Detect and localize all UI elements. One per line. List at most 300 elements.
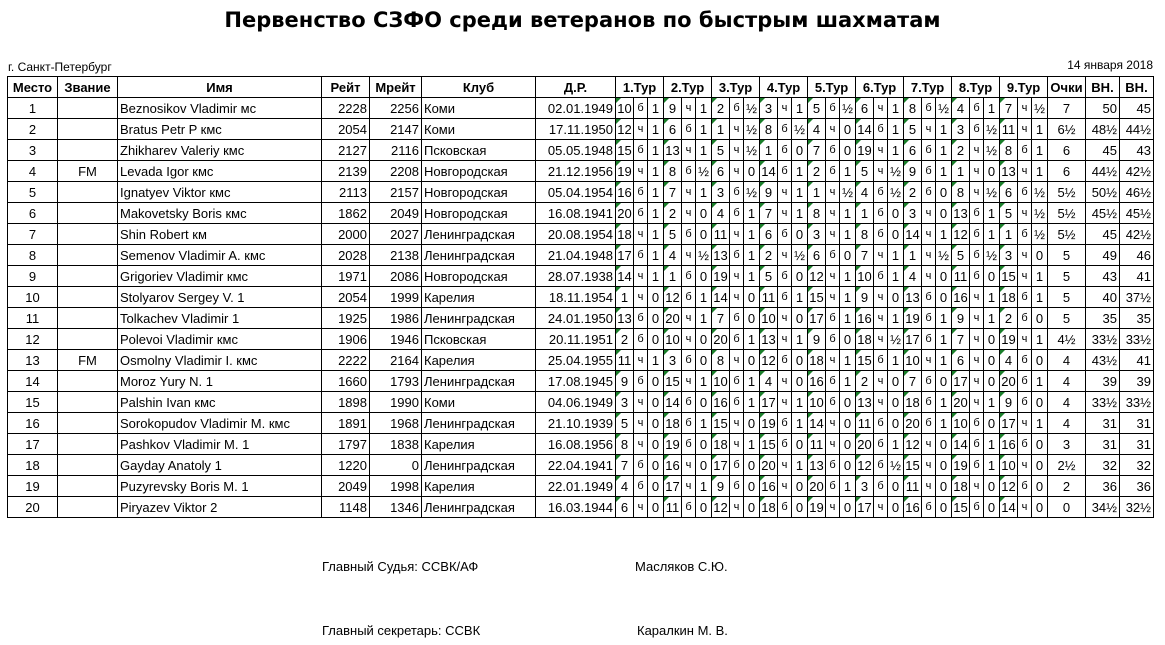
round-opponent: 9 bbox=[664, 98, 682, 119]
round-opponent: 3 bbox=[856, 476, 874, 497]
irating-cell: 1346 bbox=[370, 497, 422, 518]
dob-cell: 21.04.1948 bbox=[536, 245, 616, 266]
round-color: б bbox=[1018, 350, 1032, 371]
round-score: 1 bbox=[696, 413, 712, 434]
bh2-cell: 32 bbox=[1120, 455, 1154, 476]
bh2-cell: 45½ bbox=[1120, 203, 1154, 224]
rank-cell bbox=[58, 245, 118, 266]
round-color: б bbox=[634, 203, 648, 224]
col-name: Имя bbox=[118, 77, 322, 98]
round-score: 1 bbox=[792, 182, 808, 203]
round-color: ч bbox=[730, 287, 744, 308]
table-row bbox=[8, 266, 1154, 287]
round-score: ½ bbox=[1032, 98, 1048, 119]
rank-cell bbox=[58, 413, 118, 434]
player-name: Sorokopudov Vladimir M. кмс bbox=[118, 413, 322, 434]
round-color: б bbox=[682, 350, 696, 371]
round-opponent: 1 bbox=[616, 287, 634, 308]
round-score: 1 bbox=[840, 224, 856, 245]
points-cell: 5 bbox=[1048, 308, 1086, 329]
round-opponent: 18 bbox=[712, 434, 730, 455]
round-opponent: 11 bbox=[1000, 119, 1018, 140]
bh2-cell: 33½ bbox=[1120, 329, 1154, 350]
bh2-cell: 44½ bbox=[1120, 119, 1154, 140]
round-score: 0 bbox=[984, 350, 1000, 371]
judge-label: Главный Судья: ССВК/АФ bbox=[322, 559, 479, 574]
round-color: б bbox=[634, 329, 648, 350]
round-score: 1 bbox=[888, 98, 904, 119]
round-score: 1 bbox=[888, 119, 904, 140]
club-cell: Карелия bbox=[422, 476, 536, 497]
round-score: 1 bbox=[648, 140, 664, 161]
rating-cell: 2054 bbox=[322, 287, 370, 308]
round-score: 1 bbox=[696, 98, 712, 119]
club-cell: Ленинградская bbox=[422, 245, 536, 266]
round-opponent: 1 bbox=[856, 203, 874, 224]
round-score: 0 bbox=[792, 308, 808, 329]
round-score: 1 bbox=[792, 392, 808, 413]
club-cell: Коми bbox=[422, 119, 536, 140]
round-color: б bbox=[826, 98, 840, 119]
round-opponent: 14 bbox=[952, 434, 970, 455]
round-opponent: 10 bbox=[952, 413, 970, 434]
round-score: 1 bbox=[984, 287, 1000, 308]
round-score: 1 bbox=[648, 245, 664, 266]
round-opponent: 14 bbox=[712, 287, 730, 308]
round-score: 0 bbox=[1032, 245, 1048, 266]
round-score: 0 bbox=[936, 287, 952, 308]
table-row bbox=[8, 203, 1154, 224]
city-label: г. Санкт-Петербург bbox=[8, 60, 112, 74]
round-color: ч bbox=[922, 266, 936, 287]
round-score: 0 bbox=[648, 287, 664, 308]
round-opponent: 15 bbox=[664, 371, 682, 392]
col-rank: Звание bbox=[58, 77, 118, 98]
round-color: ч bbox=[826, 287, 840, 308]
bh2-cell: 41 bbox=[1120, 266, 1154, 287]
round-color: ч bbox=[874, 329, 888, 350]
round-color: б bbox=[1018, 287, 1032, 308]
points-cell: 5½ bbox=[1048, 182, 1086, 203]
round-score: 1 bbox=[792, 413, 808, 434]
round-color: б bbox=[778, 413, 792, 434]
rank-cell: FM bbox=[58, 350, 118, 371]
round-score: ½ bbox=[888, 161, 904, 182]
round-score: ½ bbox=[1032, 224, 1048, 245]
player-name: Polevoi Vladimir кмс bbox=[118, 329, 322, 350]
round-opponent: 16 bbox=[760, 476, 778, 497]
round-opponent: 2 bbox=[664, 203, 682, 224]
place-cell: 1 bbox=[8, 98, 58, 119]
round-score: 1 bbox=[840, 266, 856, 287]
round-color: б bbox=[682, 434, 696, 455]
rating-cell: 1148 bbox=[322, 497, 370, 518]
round-color: б bbox=[730, 203, 744, 224]
round-score: 1 bbox=[744, 266, 760, 287]
round-opponent: 16 bbox=[1000, 434, 1018, 455]
points-cell: 6 bbox=[1048, 161, 1086, 182]
rank-cell bbox=[58, 266, 118, 287]
round-opponent: 11 bbox=[664, 497, 682, 518]
round-opponent: 16 bbox=[712, 392, 730, 413]
points-cell: 4½ bbox=[1048, 329, 1086, 350]
round-color: ч bbox=[730, 161, 744, 182]
round-color: б bbox=[874, 203, 888, 224]
judge-name: Масляков С.Ю. bbox=[635, 559, 728, 574]
round-opponent: 19 bbox=[1000, 329, 1018, 350]
place-cell: 3 bbox=[8, 140, 58, 161]
round-opponent: 7 bbox=[904, 371, 922, 392]
rank-cell bbox=[58, 455, 118, 476]
round-opponent: 17 bbox=[664, 476, 682, 497]
col-round-7: 7.Тур bbox=[904, 77, 952, 98]
rating-cell: 1898 bbox=[322, 392, 370, 413]
round-color: ч bbox=[874, 161, 888, 182]
round-opponent: 19 bbox=[616, 161, 634, 182]
round-score: 0 bbox=[984, 476, 1000, 497]
round-opponent: 19 bbox=[856, 140, 874, 161]
round-opponent: 18 bbox=[952, 476, 970, 497]
round-score: 1 bbox=[696, 287, 712, 308]
round-score: 0 bbox=[792, 497, 808, 518]
round-score: 1 bbox=[840, 161, 856, 182]
round-score: 1 bbox=[840, 371, 856, 392]
round-color: ч bbox=[874, 245, 888, 266]
round-opponent: 17 bbox=[616, 245, 634, 266]
round-score: 0 bbox=[984, 371, 1000, 392]
round-color: б bbox=[730, 98, 744, 119]
round-opponent: 5 bbox=[616, 413, 634, 434]
round-opponent: 1 bbox=[952, 161, 970, 182]
round-color: б bbox=[922, 287, 936, 308]
irating-cell: 1986 bbox=[370, 308, 422, 329]
round-opponent: 8 bbox=[760, 119, 778, 140]
round-score: 1 bbox=[936, 224, 952, 245]
round-score: ½ bbox=[744, 182, 760, 203]
round-score: 1 bbox=[792, 455, 808, 476]
round-color: б bbox=[922, 413, 936, 434]
dob-cell: 20.11.1951 bbox=[536, 329, 616, 350]
round-score: 0 bbox=[840, 140, 856, 161]
rank-cell bbox=[58, 497, 118, 518]
round-color: ч bbox=[922, 224, 936, 245]
round-opponent: 12 bbox=[904, 434, 922, 455]
round-score: 1 bbox=[1032, 266, 1048, 287]
club-cell: Карелия bbox=[422, 434, 536, 455]
round-score: ½ bbox=[1032, 182, 1048, 203]
round-opponent: 19 bbox=[904, 308, 922, 329]
round-color: б bbox=[874, 413, 888, 434]
round-color: ч bbox=[730, 119, 744, 140]
round-opponent: 4 bbox=[616, 476, 634, 497]
round-color: б bbox=[826, 308, 840, 329]
col-club: Клуб bbox=[422, 77, 536, 98]
round-score: 0 bbox=[696, 392, 712, 413]
round-color: б bbox=[682, 119, 696, 140]
round-score: ½ bbox=[984, 245, 1000, 266]
round-color: б bbox=[730, 392, 744, 413]
round-score: 1 bbox=[1032, 413, 1048, 434]
round-opponent: 1 bbox=[712, 119, 730, 140]
irating-cell: 1946 bbox=[370, 329, 422, 350]
round-color: ч bbox=[634, 497, 648, 518]
round-color: б bbox=[778, 266, 792, 287]
points-cell: 5½ bbox=[1048, 203, 1086, 224]
table-row bbox=[8, 434, 1154, 455]
round-score: 1 bbox=[648, 98, 664, 119]
round-color: б bbox=[634, 455, 648, 476]
round-opponent: 3 bbox=[616, 392, 634, 413]
round-opponent: 14 bbox=[616, 266, 634, 287]
round-score: 0 bbox=[744, 476, 760, 497]
place-cell: 2 bbox=[8, 119, 58, 140]
round-color: ч bbox=[922, 476, 936, 497]
round-opponent: 15 bbox=[856, 350, 874, 371]
round-color: ч bbox=[970, 182, 984, 203]
col-round-8: 8.Тур bbox=[952, 77, 1000, 98]
irating-cell: 1998 bbox=[370, 476, 422, 497]
round-color: б bbox=[874, 119, 888, 140]
round-score: 0 bbox=[984, 329, 1000, 350]
rating-cell: 1862 bbox=[322, 203, 370, 224]
round-score: 1 bbox=[648, 203, 664, 224]
round-score: 1 bbox=[696, 476, 712, 497]
place-cell: 10 bbox=[8, 287, 58, 308]
player-name: Stolyarov Sergey V. 1 bbox=[118, 287, 322, 308]
round-color: б bbox=[730, 182, 744, 203]
round-opponent: 16 bbox=[904, 497, 922, 518]
round-color: б bbox=[922, 182, 936, 203]
round-opponent: 3 bbox=[712, 182, 730, 203]
player-name: Puzyrevsky Boris M. 1 bbox=[118, 476, 322, 497]
player-name: Grigoriev Vladimir кмс bbox=[118, 266, 322, 287]
round-score: 0 bbox=[696, 329, 712, 350]
round-opponent: 2 bbox=[616, 329, 634, 350]
round-score: 1 bbox=[984, 455, 1000, 476]
round-opponent: 7 bbox=[1000, 98, 1018, 119]
round-opponent: 9 bbox=[808, 329, 826, 350]
col-round-3: 3.Тур bbox=[712, 77, 760, 98]
round-color: ч bbox=[682, 203, 696, 224]
round-opponent: 5 bbox=[808, 98, 826, 119]
round-score: 1 bbox=[984, 434, 1000, 455]
round-score: 0 bbox=[744, 497, 760, 518]
round-color: ч bbox=[1018, 455, 1032, 476]
round-opponent: 9 bbox=[856, 287, 874, 308]
results-table bbox=[7, 76, 1154, 518]
rating-cell: 2139 bbox=[322, 161, 370, 182]
club-cell: Карелия bbox=[422, 350, 536, 371]
round-color: ч bbox=[874, 497, 888, 518]
round-opponent: 20 bbox=[616, 203, 634, 224]
round-opponent: 8 bbox=[664, 161, 682, 182]
round-color: б bbox=[826, 161, 840, 182]
round-color: ч bbox=[874, 140, 888, 161]
rank-cell bbox=[58, 140, 118, 161]
round-opponent: 12 bbox=[616, 119, 634, 140]
club-cell: Ленинградская bbox=[422, 224, 536, 245]
round-opponent: 20 bbox=[1000, 371, 1018, 392]
round-opponent: 1 bbox=[904, 245, 922, 266]
bh2-cell: 36 bbox=[1120, 476, 1154, 497]
irating-cell: 1999 bbox=[370, 287, 422, 308]
rating-cell: 1891 bbox=[322, 413, 370, 434]
round-opponent: 15 bbox=[808, 287, 826, 308]
rating-cell: 1220 bbox=[322, 455, 370, 476]
rank-cell bbox=[58, 182, 118, 203]
round-opponent: 9 bbox=[1000, 392, 1018, 413]
round-score: 0 bbox=[744, 455, 760, 476]
round-color: б bbox=[730, 245, 744, 266]
round-opponent: 17 bbox=[712, 455, 730, 476]
round-color: б bbox=[922, 329, 936, 350]
round-opponent: 14 bbox=[904, 224, 922, 245]
round-opponent: 4 bbox=[808, 119, 826, 140]
round-opponent: 20 bbox=[904, 413, 922, 434]
round-color: б bbox=[730, 455, 744, 476]
round-opponent: 5 bbox=[856, 161, 874, 182]
round-score: 1 bbox=[696, 140, 712, 161]
rank-cell bbox=[58, 434, 118, 455]
round-opponent: 6 bbox=[664, 119, 682, 140]
round-color: б bbox=[826, 329, 840, 350]
round-score: ½ bbox=[984, 140, 1000, 161]
round-opponent: 20 bbox=[760, 455, 778, 476]
round-color: ч bbox=[826, 224, 840, 245]
round-score: 0 bbox=[648, 455, 664, 476]
round-opponent: 5 bbox=[952, 245, 970, 266]
round-score: ½ bbox=[744, 119, 760, 140]
round-opponent: 1 bbox=[808, 182, 826, 203]
round-score: 1 bbox=[984, 392, 1000, 413]
round-opponent: 7 bbox=[808, 140, 826, 161]
round-opponent: 5 bbox=[664, 224, 682, 245]
player-name: Pashkov Vladimir M. 1 bbox=[118, 434, 322, 455]
round-color: б bbox=[634, 182, 648, 203]
points-cell: 5½ bbox=[1048, 224, 1086, 245]
round-opponent: 2 bbox=[760, 245, 778, 266]
round-opponent: 16 bbox=[616, 182, 634, 203]
round-score: 0 bbox=[792, 371, 808, 392]
round-color: б bbox=[970, 245, 984, 266]
round-color: б bbox=[970, 119, 984, 140]
bh1-cell: 49 bbox=[1086, 245, 1120, 266]
points-cell: 6½ bbox=[1048, 119, 1086, 140]
round-color: ч bbox=[778, 98, 792, 119]
club-cell: Новгородская bbox=[422, 266, 536, 287]
round-opponent: 11 bbox=[808, 434, 826, 455]
round-score: 0 bbox=[648, 371, 664, 392]
round-color: ч bbox=[1018, 98, 1032, 119]
round-opponent: 14 bbox=[760, 161, 778, 182]
round-color: ч bbox=[1018, 413, 1032, 434]
round-color: ч bbox=[730, 224, 744, 245]
round-score: 0 bbox=[888, 392, 904, 413]
round-score: 0 bbox=[744, 287, 760, 308]
round-score: 1 bbox=[936, 329, 952, 350]
round-score: 1 bbox=[1032, 140, 1048, 161]
round-opponent: 7 bbox=[712, 308, 730, 329]
round-color: б bbox=[682, 413, 696, 434]
rating-cell: 2049 bbox=[322, 476, 370, 497]
round-opponent: 13 bbox=[808, 455, 826, 476]
round-opponent: 17 bbox=[1000, 413, 1018, 434]
round-color: ч bbox=[922, 350, 936, 371]
round-score: ½ bbox=[792, 245, 808, 266]
round-opponent: 20 bbox=[664, 308, 682, 329]
club-cell: Ленинградская bbox=[422, 371, 536, 392]
round-opponent: 4 bbox=[1000, 350, 1018, 371]
round-opponent: 18 bbox=[760, 497, 778, 518]
bh2-cell: 42½ bbox=[1120, 161, 1154, 182]
round-score: 1 bbox=[888, 140, 904, 161]
round-opponent: 12 bbox=[856, 455, 874, 476]
round-color: б bbox=[778, 140, 792, 161]
bh1-cell: 43½ bbox=[1086, 350, 1120, 371]
bh2-cell: 45 bbox=[1120, 98, 1154, 119]
round-color: б bbox=[874, 476, 888, 497]
round-opponent: 10 bbox=[616, 98, 634, 119]
round-color: ч bbox=[922, 119, 936, 140]
round-color: ч bbox=[1018, 497, 1032, 518]
round-color: б bbox=[826, 371, 840, 392]
round-color: ч bbox=[730, 497, 744, 518]
round-opponent: 4 bbox=[760, 371, 778, 392]
col-round-5: 5.Тур bbox=[808, 77, 856, 98]
round-score: 1 bbox=[696, 371, 712, 392]
bh1-cell: 43 bbox=[1086, 266, 1120, 287]
round-color: б bbox=[634, 140, 648, 161]
round-score: 1 bbox=[888, 350, 904, 371]
round-opponent: 7 bbox=[856, 245, 874, 266]
club-cell: Ленинградская bbox=[422, 413, 536, 434]
round-score: 0 bbox=[888, 224, 904, 245]
round-score: 0 bbox=[840, 119, 856, 140]
round-opponent: 11 bbox=[760, 287, 778, 308]
round-opponent: 14 bbox=[856, 119, 874, 140]
bh1-cell: 50½ bbox=[1086, 182, 1120, 203]
place-cell: 6 bbox=[8, 203, 58, 224]
round-score: 1 bbox=[888, 434, 904, 455]
rank-cell bbox=[58, 392, 118, 413]
round-color: ч bbox=[874, 308, 888, 329]
round-color: б bbox=[970, 434, 984, 455]
round-color: ч bbox=[826, 350, 840, 371]
round-color: б bbox=[682, 266, 696, 287]
round-opponent: 16 bbox=[664, 455, 682, 476]
round-score: 0 bbox=[648, 497, 664, 518]
round-score: 1 bbox=[936, 392, 952, 413]
round-opponent: 8 bbox=[1000, 140, 1018, 161]
round-opponent: 3 bbox=[808, 224, 826, 245]
round-score: 0 bbox=[888, 287, 904, 308]
round-color: ч bbox=[922, 434, 936, 455]
club-cell: Коми bbox=[422, 392, 536, 413]
round-score: 1 bbox=[840, 308, 856, 329]
irating-cell: 2049 bbox=[370, 203, 422, 224]
round-score: 0 bbox=[984, 413, 1000, 434]
round-score: 0 bbox=[696, 266, 712, 287]
round-score: 1 bbox=[648, 224, 664, 245]
round-score: 0 bbox=[648, 329, 664, 350]
rank-cell: FM bbox=[58, 161, 118, 182]
round-color: ч bbox=[922, 203, 936, 224]
round-score: 0 bbox=[840, 392, 856, 413]
round-score: 0 bbox=[936, 476, 952, 497]
bh1-cell: 34½ bbox=[1086, 497, 1120, 518]
header-row bbox=[8, 77, 1154, 98]
round-score: 1 bbox=[744, 329, 760, 350]
